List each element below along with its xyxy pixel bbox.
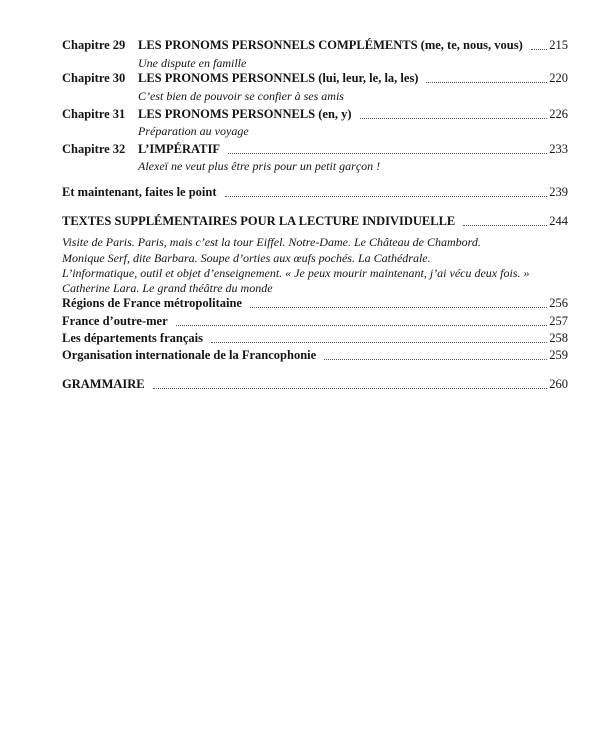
chapter-number: Chapitre 29 [62, 38, 126, 52]
page-number: 260 [549, 377, 568, 391]
page-number: 220 [549, 71, 568, 85]
chapter-subtitle: Une dispute en famille [138, 56, 247, 70]
section-title: Régions de France métropolitaine [62, 296, 242, 310]
chapter-number: Chapitre 32 [62, 142, 126, 156]
supplementary-text-line: Monique Serf, dite Barbara. Soupe d’orties aux œufs pochés. La Cathédrale. [62, 251, 431, 265]
dot-leader [360, 118, 548, 119]
section-title: TEXTES SUPPLÉMENTAIRES POUR LA LECTURE INDIVIDUELLE [62, 214, 456, 228]
section-title: Organisation internationale de la Francophonie [62, 348, 317, 362]
supplementary-text-line: Visite de Paris. Paris, mais c’est la tour Eiffel. Notre-Dame. Le Château de Chambord. [62, 235, 481, 249]
dot-leader [531, 49, 547, 50]
section-title: GRAMMAIRE [62, 377, 145, 391]
chapter-title: LES PRONOMS PERSONNELS (en, y) [138, 107, 352, 121]
dot-leader [176, 325, 548, 326]
toc-entry-francophonie[interactable] [62, 348, 568, 363]
toc-entry-departments[interactable] [62, 331, 568, 346]
page-number: 215 [549, 38, 568, 52]
supplementary-text-line: Catherine Lara. Le grand théâtre du monde [62, 281, 273, 295]
toc-entry-supplementary-texts[interactable] [62, 214, 568, 229]
page-number: 258 [549, 331, 568, 345]
chapter-number: Chapitre 31 [62, 107, 126, 121]
toc-entry-regions[interactable] [62, 296, 568, 311]
page-number: 257 [549, 314, 568, 328]
section-title: Les départements français [62, 331, 203, 345]
chapter-title: LES PRONOMS PERSONNELS (lui, leur, le, la, les) [138, 71, 419, 85]
chapter-title: L’IMPÉRATIF [138, 142, 220, 156]
section-title: France d’outre-mer [62, 314, 168, 328]
toc-entry-overseas-france[interactable] [62, 314, 568, 329]
toc-entry-grammar[interactable] [62, 377, 568, 392]
page-number: 259 [549, 348, 568, 362]
dot-leader [324, 359, 547, 360]
dot-leader [225, 196, 548, 197]
chapter-subtitle: Préparation au voyage [138, 124, 249, 138]
dot-leader [463, 225, 547, 226]
toc-entry-review[interactable] [62, 185, 568, 200]
supplementary-text-line: L’informatique, outil et objet d’enseignement. « Je peux mourir maintenant, j’ai vécu deux fois. » [62, 266, 530, 280]
page-number: 244 [549, 214, 568, 228]
dot-leader [426, 82, 547, 83]
dot-leader [153, 388, 548, 389]
section-title: Et maintenant, faites le point [62, 185, 217, 199]
chapter-title: LES PRONOMS PERSONNELS COMPLÉMENTS (me, te, nous, vous) [138, 38, 523, 52]
page-number: 256 [549, 296, 568, 310]
page-number: 233 [549, 142, 568, 156]
dot-leader [211, 342, 547, 343]
chapter-subtitle: Alexeï ne veut plus être pris pour un petit garçon ! [138, 159, 381, 173]
dot-leader [250, 307, 547, 308]
chapter-number: Chapitre 30 [62, 71, 126, 85]
chapter-subtitle: C’est bien de pouvoir se confier à ses amis [138, 89, 344, 103]
page-number: 239 [549, 185, 568, 199]
page-number: 226 [549, 107, 568, 121]
dot-leader [228, 153, 547, 154]
